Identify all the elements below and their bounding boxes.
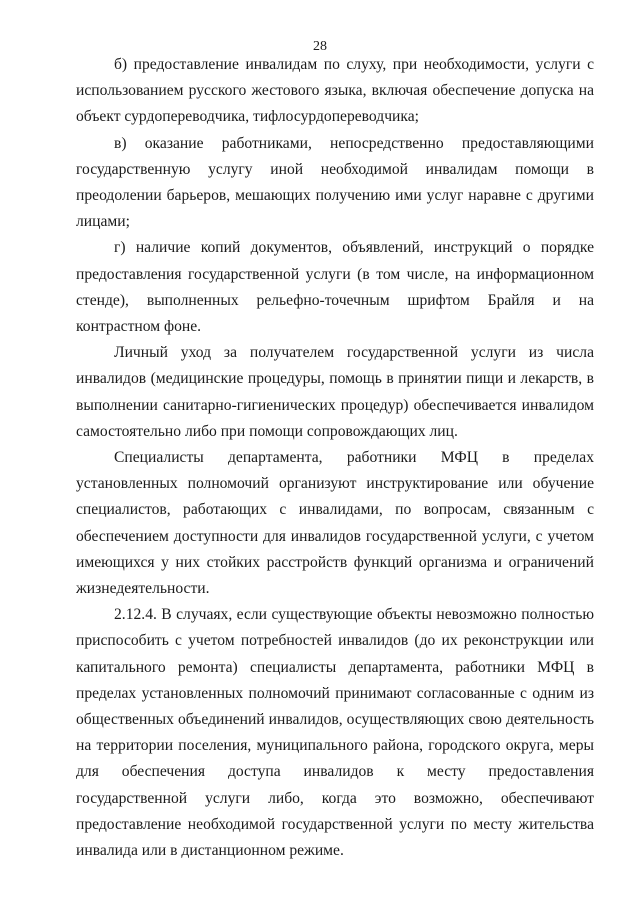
paragraph-item-g: г) наличие копий документов, объявлений, инструкций о порядке предоставления государственной услуги (в том числе, на информационном стенде), выполненных рельефно-точечным шрифтом Брайля и на контрастном фоне. — [76, 239, 594, 336]
paragraph-item-v: в) оказание работниками, непосредственно предоставляющими государственную услугу иной необходимой инвалидам помощи в преодолении барьеров, мешающих получению ими услуг наравне с другими лицами; — [76, 134, 594, 231]
paragraph-item-b: б) предоставление инвалидам по слуху, при необходимости, услуги с использованием русского жестового языка, включая обеспечение допуска на объект сурдопереводчика, тифлосурдопереводчика; — [76, 56, 594, 126]
paragraph-staff-training: Специалисты департамента, работники МФЦ в пределах установленных полномочий организуют инструктирование или обучение специалистов, работающих с инвалидами, по вопросам, связанным с обеспечением доступности для инвалидов государственной услуги, с учетом имеющихся у них стойких расстройств функций организма и ограничений жизнедеятельности. — [76, 449, 594, 598]
paragraph-personal-care: Личный уход за получателем государственной услуги из числа инвалидов (медицинские процедуры, помощь в принятии пищи и лекарств, в выполнении санитарно-гигиенических процедур) обеспечивается инвалидом самостоятельно либо при помощи сопровождающих лиц. — [76, 344, 594, 440]
document-body — [76, 52, 594, 864]
paragraph-2-12-4: 2.12.4. В случаях, если существующие объекты невозможно полностью приспособить с учетом потребностей инвалидов (до их реконструкции или капитального ремонта) специалисты департамента, работники МФЦ в пределах установленных полномочий принимают согласованные с одним из общественных объединений инвалидов, осуществляющих свою деятельность на территории поселения, муниципального района, городского округа, меры для обеспечения доступа инвалидов к месту предоставления государственной услуги либо, когда это возможно, обеспечивают предоставление необходимой государственной услуги по месту жительства инвалида или в дистанционном режиме. — [76, 606, 594, 860]
page-number: 28 — [313, 39, 327, 54]
